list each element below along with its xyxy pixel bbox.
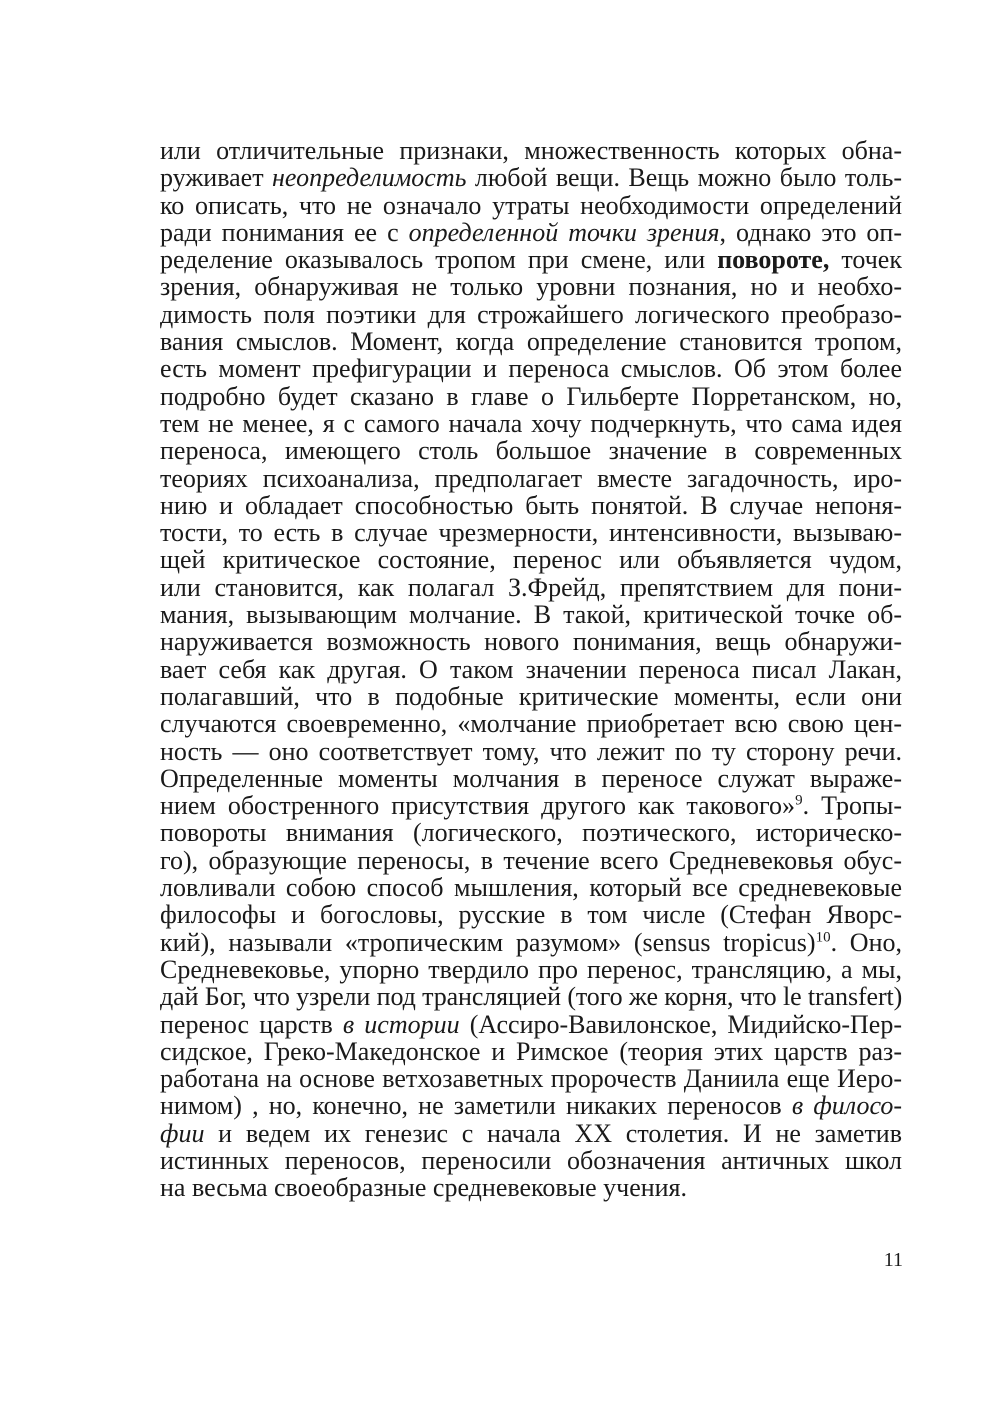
text-run: тости, то есть в случае чрезмерности, интенсивности, вызываю- <box>160 518 902 548</box>
text-line <box>160 1011 902 1038</box>
italic-text: неопределимость <box>272 163 467 193</box>
italic-text: определенной точки зрения <box>408 217 720 247</box>
body-text <box>160 137 902 1202</box>
text-line <box>160 410 902 437</box>
text-line <box>160 328 902 355</box>
text-run: димость поля поэтики для строжайшего логического преобразо- <box>160 299 902 329</box>
text-run: ради понимания ее с <box>160 217 409 247</box>
text-run: . Оно, <box>830 927 902 957</box>
text-line <box>160 792 902 819</box>
text-run: подробно будет сказано в главе о Гильберте Порретанском, но, <box>160 381 902 411</box>
text-line <box>160 710 902 737</box>
text-run: на весьма своеобразные средневековые учения. <box>160 1173 688 1203</box>
text-run: ко описать, что не означало утраты необходимости определений <box>160 190 902 220</box>
text-line <box>160 465 902 492</box>
text-run: есть момент префигурации и переноса смыслов. Об этом более <box>160 354 902 384</box>
text-run: наруживается возможность нового понимания, вещь обнаружи- <box>160 627 902 657</box>
text-run: . Тропы- <box>802 791 902 821</box>
text-run: зрения, обнаруживая не только уровни познания, но и необхо- <box>160 272 902 302</box>
text-run: Определенные моменты молчания в переносе служат выраже- <box>160 763 902 793</box>
text-line <box>160 355 902 382</box>
text-line <box>160 219 902 246</box>
text-run: Средневековье, упорно твердило про перенос, трансляцию, а мы, <box>160 954 902 984</box>
text-run: или отличительные признаки, множественность которых обна- <box>160 136 902 165</box>
text-line <box>160 492 902 519</box>
text-run: переноса, имеющего столь большое значение в современных <box>160 436 902 466</box>
text-line <box>160 1174 902 1201</box>
text-line <box>160 164 902 191</box>
text-run: вает себя как другая. О таком значении переноса писал Лакан, <box>160 654 902 684</box>
text-run: повороты внимания (логического, поэтического, историческо- <box>160 818 902 848</box>
text-line <box>160 1092 902 1119</box>
text-line <box>160 192 902 219</box>
text-run: вания смыслов. Момент, когда определение становится тропом, <box>160 327 902 357</box>
text-line <box>160 437 902 464</box>
text-line <box>160 628 902 655</box>
text-line <box>160 301 902 328</box>
text-line <box>160 519 902 546</box>
text-line <box>160 901 902 928</box>
text-run: дай Бог, что узрели под трансляцией (того же корня, что le transfert) <box>160 982 903 1012</box>
text-line <box>160 847 902 874</box>
text-line <box>160 983 902 1010</box>
text-line <box>160 1065 902 1092</box>
text-run: (Ассиро-Вавилонское, Мидийско-Пер- <box>459 1009 902 1039</box>
text-line <box>160 738 902 765</box>
footnote-ref: 10 <box>815 928 831 945</box>
text-line <box>160 819 902 846</box>
text-run: ределение оказывалось тропом при смене, или <box>160 245 718 275</box>
bold-text: повороте, <box>717 245 830 275</box>
text-line <box>160 1147 902 1174</box>
page-number: 11 <box>883 1249 903 1271</box>
text-run: истинных переносов, переносили обозначения античных школ <box>160 1145 902 1175</box>
text-run: теориях психоанализа, предполагает вместе загадочность, иро- <box>160 463 902 493</box>
text-line <box>160 874 902 901</box>
text-run: любой вещи. Вещь можно было толь- <box>466 163 902 193</box>
text-run: руживает <box>160 163 273 193</box>
text-run: го), образующие переносы, в течение всего Средневековья обус- <box>160 845 902 875</box>
text-run: и ведем их генезис с начала XX столетия. И не заметив <box>204 1118 902 1148</box>
text-line <box>160 601 902 628</box>
text-line <box>160 765 902 792</box>
text-run: философы и богословы, русские в том числе (Стефан Яворс- <box>160 900 902 930</box>
text-run: полагавший, что в подобные критические моменты, если они <box>160 681 902 711</box>
text-run: мания, вызывающим молчание. В такой, критической точке об- <box>160 600 902 630</box>
text-run: щей критическое состояние, перенос или объявляется чудом, <box>160 545 902 575</box>
text-line <box>160 574 902 601</box>
text-run: перенос царств <box>160 1009 343 1039</box>
text-line <box>160 656 902 683</box>
text-line <box>160 1120 902 1147</box>
text-run: нию и обладает способностью быть понятой. В случае непоня- <box>160 490 902 520</box>
text-line <box>160 1038 902 1065</box>
text-run: работана на основе ветхозаветных пророчеств Даниила еще Иеро- <box>160 1064 902 1094</box>
text-run: , однако это оп- <box>719 217 903 247</box>
text-line <box>160 929 902 956</box>
text-run: кий), называли «тропическим разумом» (sensus tropicus) <box>160 927 816 957</box>
italic-text: в истории <box>342 1009 460 1039</box>
footnote-ref: 9 <box>795 792 803 809</box>
text-line <box>160 137 902 164</box>
italic-text: фии <box>160 1118 205 1148</box>
text-run: ность — оно соответствует тому, что лежит по ту сторону речи. <box>160 736 902 766</box>
text-run: или становится, как полагал З.Фрейд, препятствием для пони- <box>160 572 902 602</box>
text-line <box>160 273 902 300</box>
text-run: случаются своевременно, «молчание приобретает всю свою цен- <box>160 709 902 739</box>
text-run: сидское, Греко-Македонское и Римское (теория этих царств раз- <box>160 1036 902 1066</box>
text-run: нием обостренного присутствия другого как такового» <box>160 791 796 821</box>
text-line <box>160 956 902 983</box>
text-run: нимом) , но, конечно, не заметили никаких переносов <box>160 1091 792 1121</box>
text-line <box>160 683 902 710</box>
italic-text: в филосо- <box>791 1091 902 1121</box>
text-line <box>160 383 902 410</box>
text-line <box>160 246 902 273</box>
text-run: тем не менее, я с самого начала хочу подчеркнуть, что сама идея <box>160 408 902 438</box>
text-line <box>160 546 902 573</box>
text-run: точек <box>829 245 902 275</box>
text-run: ловливали собою способ мышления, который все средневековые <box>160 873 902 903</box>
